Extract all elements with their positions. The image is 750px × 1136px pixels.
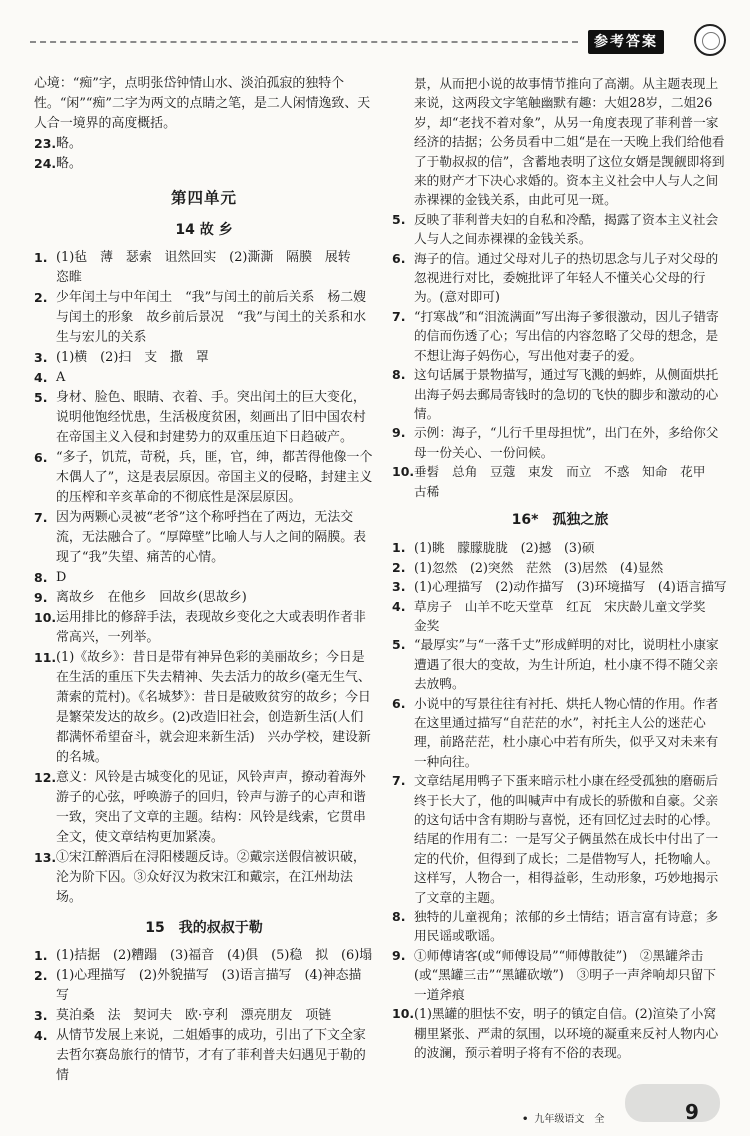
right-column [392,74,728,1062]
item-number: 2. [34,290,48,305]
answer-item [392,635,728,693]
item-number: 10. [392,464,415,480]
item-number: 13. [34,850,57,865]
page-number: 9 [685,1100,699,1124]
item-number: 6. [392,250,406,266]
item-text: 这句话属于景物描写，通过写飞溅的蚂蚱，从侧面烘托出海子妈去郵局寄钱时的急切的飞快的脚步和激动的心情。 [414,367,719,421]
item-number: 8. [392,367,406,383]
answer-item [392,946,728,1004]
answer-item [392,249,728,307]
item-number: 1. [392,540,406,556]
answer-item [392,210,728,249]
item-text: (1)《故乡》：昔日是带有神异色彩的美丽故乡；今日是在生活的重压下失去精神、失去活力的故乡(毫无生气、萧索的荒村)。《名城梦》：昔日是破败贫穷的故乡；今日是繁荣发达的故乡。(2)改造旧社会，创造新生活(人们都满怀希望奋斗，就会迎来新生活) 兴办学校，建设新的名城。 [56,650,371,765]
item-number: 3. [392,579,406,595]
item-text: (1)心理描写 (2)动作描写 (3)环境描写 (4)语言描写 [414,579,727,595]
item-text: 运用排比的修辞手法，表现故乡变化之大或表明作者非常高兴，一列举。 [56,610,366,645]
item-number: 4. [34,1028,48,1043]
item-number: 7. [392,308,406,324]
answer-item [392,558,728,577]
answer-item [392,597,728,636]
answer-item [34,1006,374,1026]
right-intro-paragraph: 景，从而把小说的故事情节推向了高潮。从主题表现上来说，这两段文字笔触幽默有趣：大姐28岁，二姐26岁，却“老找不着对象”，从另一角度表现了菲利普一家经济的拮据；公务员看中二姐“是在一天晚上我们给他看了于勒叔叔的信”，含蓄地表明了这位女婿是觊觎即将到来的财产才下决心求婚的。资本主义社会中人与人之间赤裸裸的金钱关系，由此可见一斑。 [414,76,725,208]
item-number: 9. [392,947,406,963]
answer-item [392,307,728,365]
item-text: (1)忽然 (2)突然 茫然 (3)居然 (4)显然 [414,559,664,575]
item-text: 意义：风铃是古城变化的见证，风铃声声，撩动着海外游子的心弦，呼唤游子的回归，铃声与游子的心声和谐一致，突出了文章的主题。结构：风铃是线索，它贯串全文，使文章结构更加紧凑。 [56,770,366,845]
footer-bullet: • [522,1114,529,1125]
answer-item [34,648,374,768]
item-text: D [56,570,67,585]
item-number: 3. [34,1008,48,1023]
item-number: 4. [392,598,406,614]
unit-title: 第四单元 [170,189,237,207]
answer-item [34,848,374,908]
answer-item [392,907,728,946]
item-text: (1)黑罐的胆怯不安，明子的镇定自信。(2)渲染了小窝棚里紧张、严肃的氛围，以环境的凝重来反衬人物内心的波澜，预示着明子将有不俗的表现。 [414,1006,719,1060]
answer-item [34,768,374,848]
answer-item [34,608,374,648]
answer-item [34,368,374,388]
item-text: “多子，饥荒，苛税，兵，匪，官，绅，都苦得他像一个木偶人了”，这是表层原因。帝国主义的侵略，封建主义的压榨和辛亥革命的不彻底性是深层原因。 [56,450,373,505]
answer-item [34,448,374,508]
item-number: 10. [34,610,57,625]
item-number: 2. [34,968,48,983]
item-number: 5. [392,637,406,653]
answer-item [34,288,374,348]
answer-item [392,423,728,462]
answer-item [392,1004,728,1062]
item-number: 23. [34,136,57,151]
item-text: 莫泊桑 法 契诃夫 欧·亨利 漂亮朋友 项链 [56,1008,332,1023]
answer-item [392,462,728,501]
item-text: A [56,370,66,385]
item-number: 6. [34,450,48,465]
answer-item [34,134,374,154]
item-text: (1)拮据 (2)糟蹋 (3)福音 (4)俱 (5)稳 拟 (6)塌 [56,948,373,963]
item-number: 9. [34,590,48,605]
item-text: 略。 [56,156,82,171]
answer-item [34,248,374,288]
answer-item [392,771,728,907]
answer-item [34,568,374,588]
answer-item [392,577,728,596]
item-text: “打寒战”和“泪流满面”写出海子爹很激动，因儿子错寄的信而伤透了心；写出信的内容忽略了父母的想念，是不想让海子妈伤心，写出他对妻子的爱。 [414,308,719,363]
item-number: 7. [392,773,406,789]
answer-item [392,538,728,557]
watermark [625,1084,720,1122]
item-number: 3. [34,350,48,365]
item-text: 反映了菲利普夫妇的自私和冷酷，揭露了资本主义社会人与人之间赤裸裸的金钱关系。 [414,211,719,247]
footer [522,1110,604,1125]
answer-item [34,966,374,1006]
item-number: 1. [34,250,48,265]
item-text: 海子的信。通过父母对儿子的热切思念与儿子对父母的忽视进行对比，委婉批评了年轻人不懂关心父母的行为。(意对即可) [414,250,719,305]
item-text: 从情节发展上来说，二姐婚事的成功，引出了下文全家去哲尔赛岛旅行的情节，才有了菲利普夫妇遇见于勒的情 [56,1028,366,1083]
item-text: 略。 [56,136,82,151]
item-number: 7. [34,510,48,525]
lesson-16-title: 16* 孤独之旅 [511,511,609,528]
answer-key-badge: 参考答案 [588,30,664,54]
footer-text: 九年级语文 全 [534,1114,605,1125]
answer-item [34,588,374,608]
answer-item [392,365,728,423]
item-text: 文章结尾用鸭子下蛋来暗示杜小康在经受孤独的磨砺后终于长大了，他的叫喊声中有成长的骄傲和自豪。父亲的这句话中含有期盼与喜悦，还有回忆过去时的心悸。结尾的作用有二：一是写父子俩虽然在成长中付出了一定的代价，但得到了成长；二是借物写人，托物喻人。这样写，人物合一，相得益彰，生动形象，巧妙地揭示了文章的主题。 [414,773,719,905]
item-text: 身材、脸色、眼睛、衣着、手。突出闰土的巨大变化，说明他饱经忧患，生活极度贫困，刻画出了旧中国农村在帝国主义入侵和封建势力的双重压迫下日趋破产。 [56,390,366,445]
answer-item [34,388,374,448]
item-text: 草房子 山羊不吃天堂草 红瓦 宋庆龄儿童文学奖 金奖 [414,598,719,633]
item-number: 11. [34,650,57,665]
item-number: 1. [34,948,48,963]
lesson-14-title: 14 故 乡 [175,222,233,238]
item-text: ①师傅请客(或“师傅设局”“师傅散徒”) ②黑罐斧击(或“黑罐三击”“黑罐砍墩”) ③明子一声斧响却只留下一道斧痕 [414,947,716,1002]
left-column [34,74,374,1086]
item-number: 5. [392,211,406,227]
item-text: (1)横 (2)扫 支 撒 罩 [56,350,209,365]
item-number: 8. [392,909,406,925]
item-number: 9. [392,425,406,441]
item-number: 24. [34,156,57,171]
header-rule [30,41,578,43]
item-text: (1)毡 薄 瑟索 诅然回实 (2)澌澌 隔膜 展转 恣睢 [56,250,364,285]
item-number: 2. [392,559,406,575]
item-text: 离故乡 在他乡 回故乡(思故乡) [56,590,247,605]
logo-icon [694,24,726,56]
answer-item [34,154,374,174]
item-text: (1)眺 朦朦胧胧 (2)撼 (3)硕 [414,540,595,556]
item-text: 少年闰土与中年闰土 “我”与闰土的前后关系 杨二嫂与闰土的形象 故乡前后景况 “我”与闰土的关系和水生与宏儿的关系 [56,290,367,345]
item-text: ①宋江醉酒后在浔阳楼题反诗。②戴宗送假信被识破，沦为阶下囚。③众好汉为救宋江和戴宗，在江州劫法场。 [56,850,366,905]
item-number: 4. [34,370,48,385]
answer-item [34,946,374,966]
answer-item [34,1026,374,1086]
item-number: 6. [392,695,406,711]
item-text: “最厚实”与“一落千丈”形成鲜明的对比，说明杜小康家遭遇了很大的变故，为生计所迫，杜小康不得不随父亲去放鸭。 [414,637,719,692]
lesson-15-title: 15 我的叔叔于勒 [145,920,263,936]
item-number: 8. [34,570,48,585]
item-text: 垂髫 总角 豆蔻 束发 而立 不惑 知命 花甲 古稀 [414,464,719,499]
item-text: 因为两颗心灵被“老爷”这个称呼挡在了两边，无法交流，无法融合了。“厚障壁”比喻人与人之间的隔膜。表现了“我”失望、痛苦的心情。 [56,510,367,565]
answer-item [392,694,728,772]
answer-item [34,508,374,568]
left-intro-paragraph: 心境：“痴”字，点明张岱钟情山水、淡泊孤寂的独特个性。“闲”“痴”二字为两文的点睛之笔，是二人闲情逸致、天人合一境界的高度概括。 [34,76,371,131]
item-number: 12. [34,770,57,785]
item-text: 示例：海子，“儿行千里母担忧”，出门在外，多给你父母一份关心、一份问候。 [414,425,719,460]
item-text: 独特的儿童视角；浓郁的乡土情结；语言富有诗意；多用民谣或歌谣。 [414,909,719,944]
item-text: (1)心理描写 (2)外貌描写 (3)语言描写 (4)神态描写 [56,968,362,1003]
item-number: 10. [392,1006,415,1022]
item-number: 5. [34,390,48,405]
item-text: 小说中的写景往往有衬托、烘托人物心情的作用。作者在这里通过描写“自茫茫的水”，衬托主人公的迷茫心理，前路茫茫，杜小康心中若有所失，似乎又对未来有一种向往。 [414,695,719,769]
answer-item [34,348,374,368]
